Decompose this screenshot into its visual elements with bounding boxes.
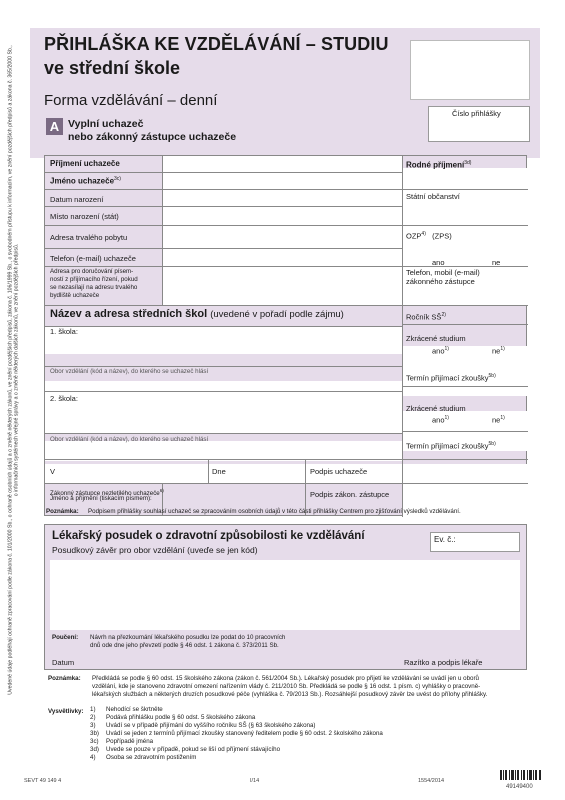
shortened-study-label-1: Zkrácené studium bbox=[406, 334, 466, 343]
note2-line3: lékařských službách a některých druzích posudkové péče (vyhláška č. 79/2013 Sb.). Rozsáhlejší posudkový závěr lze uvést do přílohy přihlášky. bbox=[92, 691, 488, 698]
advice-line2: dnů ode dne jeho převzetí podle § 46 odst. 1 zákona č. 373/2011 Sb. bbox=[90, 642, 279, 649]
ozp-no[interactable]: ne bbox=[492, 258, 501, 267]
delivery-label-4: bydliště uchazeče bbox=[50, 292, 100, 299]
birth-place-label: Místo narození (stát) bbox=[50, 212, 119, 221]
school2-field-label: Obor vzdělání (kód a název), do kterého se uchazeč hlásí bbox=[50, 436, 209, 443]
footnote-3: 3) Uvádí se v případě přijímání do vyššího ročníku SŠ (§ 63 školského zákona) bbox=[90, 722, 316, 729]
guardian-phone-label-2: zákonného zástupce bbox=[406, 277, 475, 286]
school1-label: 1. škola: bbox=[50, 327, 78, 336]
delivery-label-2: ností z přijímacího řízení, pokud bbox=[50, 276, 138, 283]
medical-date-label: Datum bbox=[52, 658, 75, 667]
year-label: Ročník SŠ$^{2)}$ bbox=[406, 312, 446, 322]
fill-instruction-line1: Vyplní uchazeč bbox=[68, 118, 144, 130]
form-title-line1: PŘIHLÁŠKA KE VZDĚLÁVÁNÍ – STUDIU bbox=[44, 34, 389, 54]
advice-label: Poučení: bbox=[52, 634, 79, 641]
legal-sidebar-text: Uvedené údaje podléhají ochraně zpracování podle zákona č. 101/2000 Sb., o ochraně osobních údajů a o změně některých zákonů, ve znění pozdějších předpisů, zákona č. 106/1999 Sb., o svobodném přístupu k informacím, ve znění pozdějších předpisů a zákona č. 365/2000 Sb., o informačních systémech veřejné správy a o změně některých dalších zákonů, ve znění pozdějších předpisů. bbox=[7, 45, 20, 695]
school-stamp-box bbox=[410, 40, 530, 100]
note2-label: Poznámka: bbox=[48, 675, 81, 682]
note2-line1: Předkládá se podle § 60 odst. 15 školského zákona (zákon č. 561/2004 Sb.). Lékařský posudek pro přijetí ke vzdělávání se uvádí jen u oborů bbox=[92, 675, 479, 682]
legal-sidebar bbox=[2, 40, 26, 700]
phone-label: Telefon (e-mail) uchazeče bbox=[50, 254, 136, 263]
advice-line1: Návrh na přezkoumání lékařského posudku lze podat do 10 pracovních bbox=[90, 634, 286, 641]
footnote-2: 2) Podává přihlášku podle § 60 odst. 5 školského zákona bbox=[90, 714, 256, 721]
school1-field-label: Obor vzdělání (kód a název), do kterého se uchazeč hlásí bbox=[50, 368, 209, 375]
school1-field-input[interactable] bbox=[45, 381, 402, 433]
shortened-no-2[interactable]: $ne^{1)}$ bbox=[492, 415, 505, 425]
school2-label: 2. škola: bbox=[50, 394, 78, 403]
footnotes-label: Vysvětlivky: bbox=[48, 708, 84, 715]
note2-line2: vzdělání, kde je stanoveno zdravotní omezení nařízením vlády č. 211/2010 Sb. Předkládá se podle § 16 odst. 1 písm. c) vyhlášky o pracovně- bbox=[92, 683, 481, 690]
note1-label: Poznámka: bbox=[46, 508, 79, 515]
ozp-label: OZP$^{4)}$ (ZPS) bbox=[406, 231, 452, 241]
ev-number-label: Ev. č.: bbox=[434, 535, 456, 544]
shortened-yes-1[interactable]: ano$^{1)}$ bbox=[432, 346, 449, 356]
medical-title: Lékařský posudek o zdravotní způsobilosti ke vzdělávání bbox=[52, 530, 365, 542]
medical-opinion-input[interactable] bbox=[50, 560, 520, 630]
form-title-line2: ve střední škole bbox=[44, 58, 181, 78]
fill-instruction-line2: nebo zákonný zástupce uchazeče bbox=[68, 131, 237, 143]
guardian-label-1: Zákonný zástupce nezletilého uchazeče$^{6)}$ bbox=[50, 488, 164, 498]
delivery-label-1: Adresa pro doručování písem- bbox=[50, 268, 134, 275]
birth-number-label: Rodné příjmení$^{3d)}$ bbox=[406, 160, 472, 170]
ozp-yes[interactable]: ano bbox=[432, 258, 445, 267]
exam-term-label-2: Termín přijímací zkoušky$^{5b)}$ bbox=[406, 441, 496, 451]
school2-field-input[interactable] bbox=[45, 441, 402, 461]
school1-input[interactable] bbox=[45, 326, 402, 354]
footnote-7: 4) Osoba se zdravotním postižením bbox=[90, 754, 197, 761]
footnote-4: 3b) Uvádí se jeden z termínů přijímací zkoušky stanovený ředitelem podle § 60 odst. 2 školského zákona bbox=[90, 730, 383, 737]
first-name-label: Jméno uchazeče$^{3c)}$ bbox=[50, 176, 121, 186]
section-a-badge: A bbox=[46, 118, 63, 135]
applicant-input-area[interactable] bbox=[162, 156, 402, 305]
shortened-no-1[interactable]: $ne^{1)}$ bbox=[492, 346, 505, 356]
barcode-number: 49149400 bbox=[506, 784, 533, 790]
delivery-label-3: se nezasílají na adresu trvalého bbox=[50, 284, 138, 291]
doctor-signature-label: Razítko a podpis lékaře bbox=[404, 658, 483, 667]
shortened-study-label-2: Zkrácené studium bbox=[406, 404, 466, 413]
footer-middle: I/14 bbox=[250, 778, 260, 784]
guardian-label-2: Jméno a příjmení (tiskacím písmem): bbox=[50, 495, 152, 502]
guardian-signature-label: Podpis zákon. zástupce bbox=[310, 490, 390, 499]
barcode-icon bbox=[500, 770, 542, 780]
footnote-6: 3d) Uvede se pouze v případě, pokud se liší od příjmení stávajícího bbox=[90, 746, 281, 753]
medical-subtitle: Posudkový závěr pro obor vzdělání (uveďe se jen kód) bbox=[52, 545, 258, 555]
shortened-study-1[interactable] bbox=[403, 346, 527, 396]
surname-label: Příjmení uchazeče bbox=[50, 159, 120, 168]
applicant-signature-label: Podpis uchazeče bbox=[310, 467, 368, 476]
footnote-5: 3c) Popřípadě jména bbox=[90, 738, 154, 745]
address-label: Adresa trvalého pobytu bbox=[50, 233, 128, 242]
place-label: V bbox=[50, 467, 56, 476]
citizenship-label: Státní občanství bbox=[406, 192, 460, 201]
form-subtitle: Forma vzdělávání – denní bbox=[44, 92, 218, 109]
date-label: Dne bbox=[212, 467, 226, 476]
schools-heading: Název a adresa středních škol (uvedené v pořadí podle zájmu) bbox=[50, 308, 344, 320]
note1-text: Podpisem přihlášky souhlasí uchazeč se zpracováním osobních údajů v této části přihlášky Centrem pro zjišťování výsledků vzdělávání. bbox=[88, 508, 461, 515]
shortened-yes-2[interactable]: ano$^{1)}$ bbox=[432, 415, 449, 425]
birth-date-label: Datum narození bbox=[50, 195, 104, 204]
guardian-phone-label-1: Telefon, mobil (e-mail) bbox=[406, 268, 480, 277]
application-number-label: Číslo přihlášky bbox=[452, 109, 501, 118]
exam-term-label-1: Termín přijímací zkoušky$^{5b)}$ bbox=[406, 373, 496, 383]
footer-left: SEVT 49 149 4 bbox=[24, 778, 62, 784]
footer-code: 1554/2014 bbox=[418, 778, 444, 784]
footnote-1: 1) Nehodící se škrtněte bbox=[90, 706, 163, 713]
